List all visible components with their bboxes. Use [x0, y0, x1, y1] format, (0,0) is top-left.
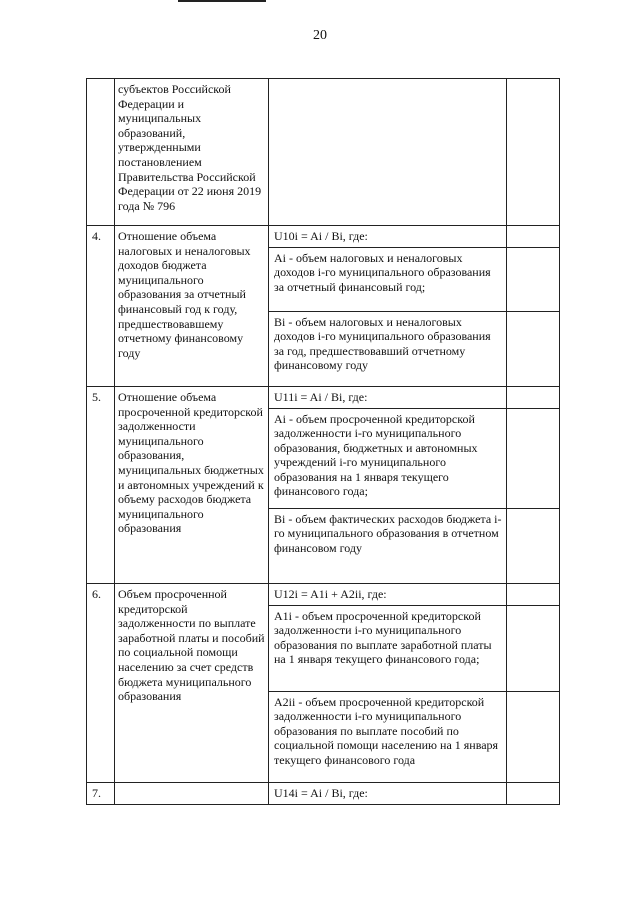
page-number: 20	[313, 28, 327, 43]
table-row	[86, 782, 560, 805]
table-row	[86, 78, 560, 225]
table-row	[86, 386, 560, 583]
row-number: 7.	[92, 786, 101, 800]
row-number: 6.	[92, 587, 101, 601]
indicator-name: Объем просроченной кредиторской задолженности по выплате заработной платы и пособий по социальной помощи населению за счет средств бюджета муниципального образования	[118, 587, 265, 704]
row-number: 5.	[92, 390, 101, 404]
formula: U14i = Ai / Bi, где:	[274, 786, 368, 800]
indicator-name: Отношение объема просроченной кредиторской задолженности муниципального образования, муниципальных бюджетных и автономных учреждений к объему расходов бюджета муниципального образования	[118, 390, 264, 536]
row-number: 4.	[92, 229, 101, 243]
definition: Bi - объем налоговых и неналоговых доходов i-го муниципального образования за год, предшествовавший отчетному финансовому году	[274, 315, 491, 373]
definition: Ai - объем просроченной кредиторской задолженности i-го муниципального образования, бюджетных и автономных учреждений i-го муниципального образования на 1 января текущего финансового года;	[274, 412, 478, 499]
formula: U12i = A1i + A2ii, где:	[274, 587, 387, 601]
formula: U10i = Ai / Bi, где:	[274, 229, 368, 243]
definition: A1i - объем просроченной кредиторской задолженности i-го муниципального образования по выплате заработной платы на 1 января текущего финансового года;	[274, 609, 492, 667]
definition: A2ii - объем просроченной кредиторской задолженности i-го муниципального образования по выплате пособий по социальной помощи населению на 1 января текущего финансового года	[274, 695, 499, 767]
definition: Bi - объем фактических расходов бюджета i-го муниципального образования в отчетном финансовом году	[274, 512, 502, 555]
formula: U11i = Ai / Bi, где:	[274, 390, 368, 404]
indicator-name: Отношение объема налоговых и неналоговых доходов бюджета муниципального образования за отчетный финансовый год к году, предшествовавшему отчетному финансовому году	[118, 229, 251, 360]
definition: Ai - объем налоговых и неналоговых доходов i-го муниципального образования за отчетный финансовый год;	[274, 251, 491, 294]
indicator-name: субъектов Российской Федерации и муниципальных образований, утвержденными постановлением Правительства Российской Федерации от 22 июня 2019 года № 796	[118, 82, 262, 213]
table-row	[86, 225, 560, 386]
table-row	[86, 583, 560, 782]
top-rule	[178, 0, 266, 2]
